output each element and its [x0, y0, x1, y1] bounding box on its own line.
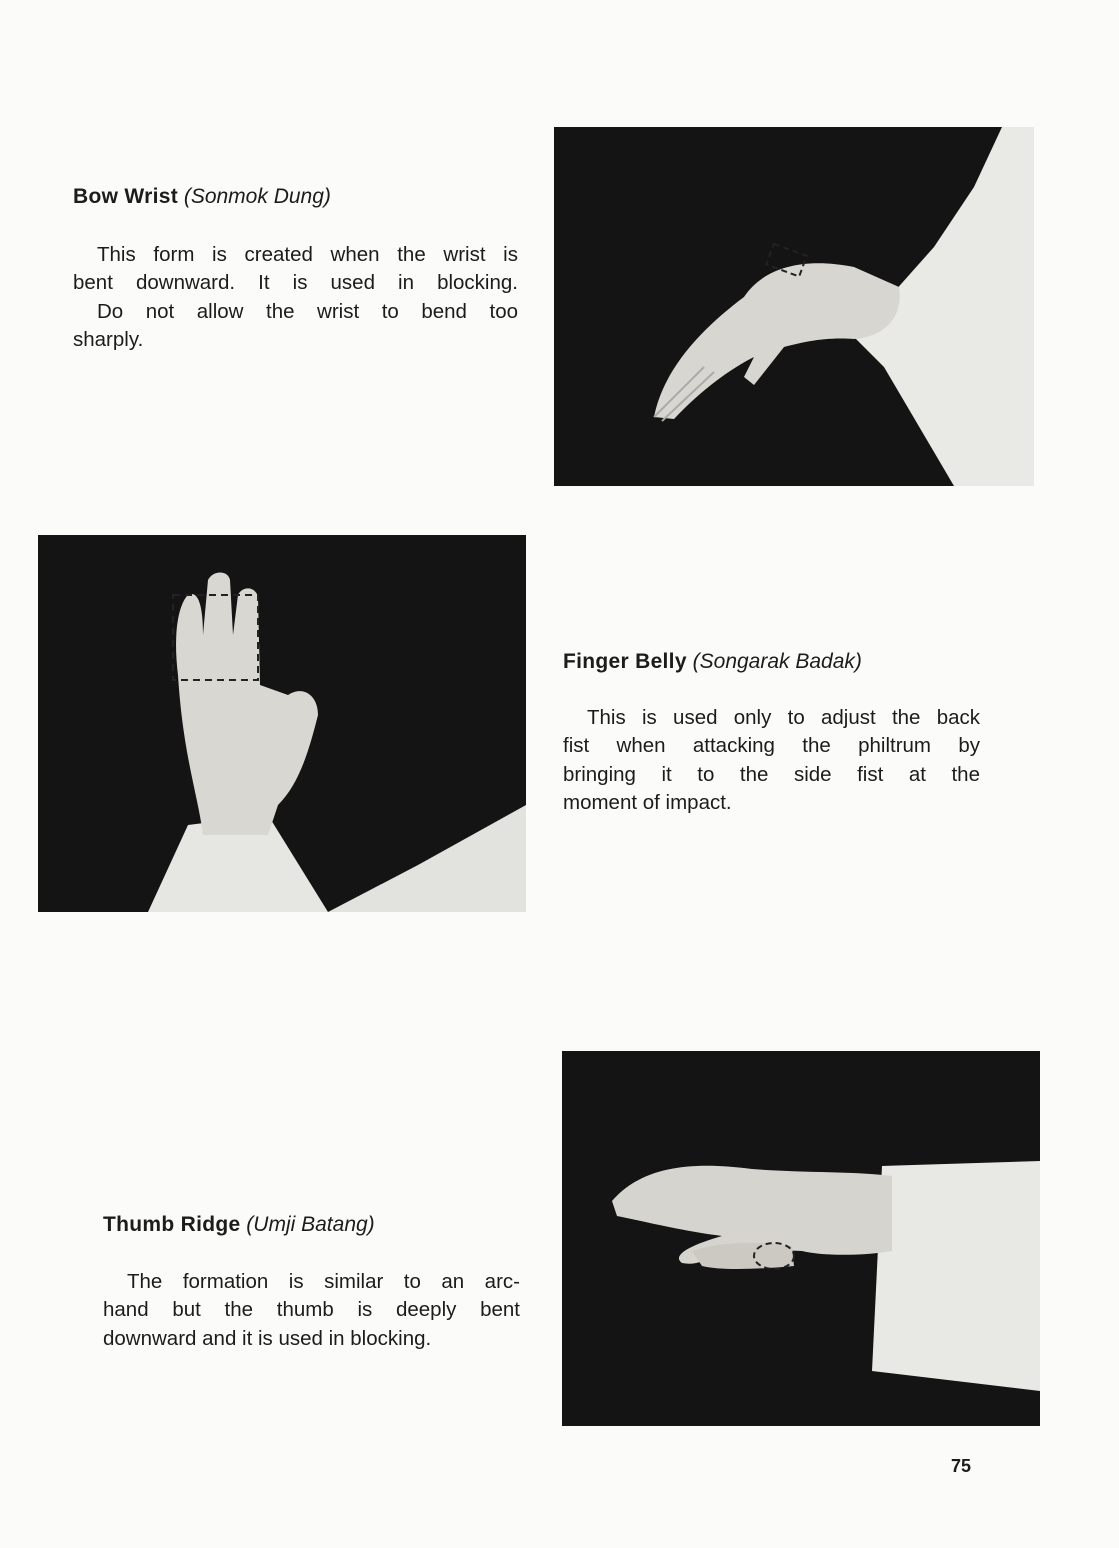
section-body-bow-wrist	[73, 241, 518, 354]
heading-title: Thumb Ridge	[103, 1213, 241, 1236]
page-number: 75	[951, 1456, 972, 1476]
body-line: Do not allow the wrist to bend too	[97, 299, 518, 323]
heading-korean-name: (Sonmok Dung)	[183, 185, 331, 208]
heading-korean-name: (Umji Batang)	[246, 1213, 375, 1236]
section-heading-bow-wrist	[73, 185, 331, 209]
bow-wrist-photo	[554, 127, 1034, 486]
body-line: This form is created when the wrist is	[97, 243, 518, 266]
heading-korean-name: (Songarak Badak)	[692, 650, 862, 673]
finger-belly-photo	[38, 535, 526, 912]
section-heading-finger-belly	[563, 650, 862, 674]
heading-title: Bow Wrist	[73, 185, 178, 208]
body-line: This is used only to adjust the back	[587, 706, 980, 729]
heading-title: Finger Belly	[563, 650, 687, 673]
section-heading-thumb-ridge	[103, 1213, 375, 1237]
body-line: hand but the thumb is deeply bent	[103, 1298, 520, 1322]
body-line: sharply.	[73, 327, 144, 351]
body-line: The formation is similar to an arc-	[127, 1270, 520, 1293]
thumb-ridge-photo	[562, 1051, 1040, 1426]
body-line: moment of impact.	[563, 790, 732, 814]
section-body-finger-belly	[563, 704, 980, 817]
body-line: downward and it is used in blocking.	[103, 1326, 432, 1350]
body-line: bent downward. It is used in blocking.	[73, 271, 518, 295]
body-line: fist when attacking the philtrum by	[563, 734, 980, 758]
body-line: bringing it to the side fist at the	[563, 762, 980, 786]
section-body-thumb-ridge	[103, 1268, 520, 1353]
